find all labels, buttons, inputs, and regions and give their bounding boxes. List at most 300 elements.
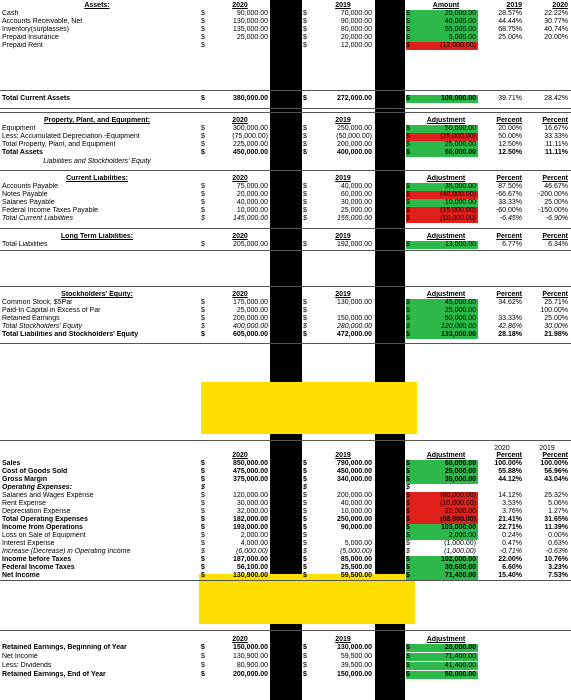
dollar-sign: $ xyxy=(303,524,307,531)
dollar-sign: $ xyxy=(406,125,414,133)
pct-2: 0.63% xyxy=(548,540,568,547)
pct-1: 44.12% xyxy=(498,476,522,483)
pct-2: 28.42% xyxy=(544,95,568,102)
dollar-sign: $ xyxy=(406,133,414,141)
value-adjustment: 35,000.00 xyxy=(414,476,478,484)
value-2019: 280,000.00 xyxy=(336,323,372,330)
row-label: Total Current Liabilities xyxy=(2,215,73,222)
table-row xyxy=(0,572,571,580)
pct-1: 22.71% xyxy=(498,524,522,531)
dollar-sign: $ xyxy=(406,215,414,223)
dollar-sign: $ xyxy=(201,149,205,156)
value-adjustment: 25,000.00 xyxy=(414,468,478,476)
header-percent-1: Percent xyxy=(496,452,522,459)
table-row xyxy=(0,149,571,157)
subheading: Liabilities and Stockholders' Equity xyxy=(43,158,151,165)
divider xyxy=(0,228,571,229)
dollar-sign: $ xyxy=(201,323,205,330)
value-2020 xyxy=(210,484,270,492)
value-adjustment: 10,000.00 xyxy=(414,199,478,207)
row-label: Accounts Payable xyxy=(2,183,59,190)
row-label: Total Stockholders' Equity xyxy=(2,323,83,330)
table-row xyxy=(0,476,571,484)
value-2020: 40,000.00 xyxy=(236,199,268,206)
pct-1: 20.00% xyxy=(498,125,522,132)
dollar-sign: $ xyxy=(201,18,205,25)
value-2020: 25,000.00 xyxy=(236,34,268,41)
header-percent-2: Percent xyxy=(542,452,568,459)
dollar-sign: $ xyxy=(406,564,414,572)
header-2019: 2019 xyxy=(335,636,351,643)
pct-2: -200.00% xyxy=(538,191,568,198)
dollar-sign: $ xyxy=(303,540,307,547)
header-2020: 2020 xyxy=(232,636,248,643)
dollar-sign: $ xyxy=(201,125,205,132)
dollar-sign: $ xyxy=(201,331,205,338)
divider xyxy=(0,286,571,287)
pct-2: 11.39% xyxy=(544,524,568,531)
value-2020: 32,000.00 xyxy=(236,508,268,515)
value-2019: 12,000.00 xyxy=(340,42,372,49)
header-year-2: 2019 xyxy=(539,445,555,452)
value-adjustment: 108,000.00 xyxy=(414,95,478,103)
dollar-sign: $ xyxy=(406,508,414,516)
divider xyxy=(0,170,571,171)
table-row xyxy=(0,331,571,339)
value-2020: 475,000.00 xyxy=(232,468,268,475)
value-2019: 790,000.00 xyxy=(336,460,372,467)
table-row xyxy=(0,133,571,141)
dollar-sign: $ xyxy=(201,199,205,206)
dollar-sign: $ xyxy=(201,644,205,651)
table-row xyxy=(0,241,571,249)
pct-1: 12.50% xyxy=(498,141,522,148)
value-2020: 130,900.00 xyxy=(232,653,268,660)
row-label: Net Income xyxy=(2,653,38,660)
value-2019 xyxy=(312,532,374,540)
value-adjustment: (25,000.00) xyxy=(414,133,478,141)
dollar-sign: $ xyxy=(406,315,414,323)
table-row xyxy=(0,500,571,508)
value-2020: 25,000.00 xyxy=(236,307,268,314)
value-adjustment: 50,000.00 xyxy=(414,671,478,679)
dollar-sign: $ xyxy=(201,662,205,669)
pct-2: 16.67% xyxy=(544,125,568,132)
table-row xyxy=(0,484,571,492)
header-percent-2: Percent xyxy=(542,117,568,124)
pct-1: 0.47% xyxy=(502,540,522,547)
yellow-block-2 xyxy=(199,574,415,624)
dollar-sign: $ xyxy=(201,460,205,467)
value-2020: 130,900.00 xyxy=(232,572,268,579)
value-2020: 182,000.00 xyxy=(232,516,268,523)
dollar-sign: $ xyxy=(406,476,414,484)
row-label: Common Stock, $5Par xyxy=(2,299,73,306)
dollar-sign: $ xyxy=(406,191,414,199)
row-label: Equipment xyxy=(2,125,36,132)
value-2020: 75,000.00 xyxy=(236,183,268,190)
dollar-sign: $ xyxy=(303,307,307,314)
header-year-1: 2020 xyxy=(494,445,510,452)
value-2020: 4,000.00 xyxy=(240,540,268,547)
value-2019: 5,000.00 xyxy=(344,540,372,547)
row-label: Net Income xyxy=(2,572,40,579)
value-2020: 135,000.00 xyxy=(232,26,268,33)
pct-2: 11.11% xyxy=(545,149,568,156)
row-label: Operating Expenses: xyxy=(2,484,73,491)
pct-2 xyxy=(526,484,568,492)
value-2019 xyxy=(312,484,374,492)
table-row xyxy=(0,34,571,42)
row-label: Income from Operations xyxy=(2,524,83,531)
dollar-sign: $ xyxy=(201,191,205,198)
row-label: Loss on Sale of Equipment xyxy=(2,532,86,539)
value-adjustment: 40,000.00 xyxy=(414,18,478,26)
dollar-sign: $ xyxy=(201,653,205,660)
dollar-sign: $ xyxy=(201,508,205,515)
header-percent-2: Percent xyxy=(542,233,568,240)
dollar-sign: $ xyxy=(303,500,307,507)
value-adjustment: 22,000.00 xyxy=(414,508,478,516)
pct-1 xyxy=(482,42,522,50)
dollar-sign: $ xyxy=(201,207,205,214)
header-adjustment: Adjustment xyxy=(426,117,466,124)
table-row xyxy=(0,42,571,50)
value-2019: 85,000.00 xyxy=(340,556,372,563)
value-2019: 200,000.00 xyxy=(336,492,372,499)
table-row xyxy=(0,307,571,315)
dollar-sign: $ xyxy=(406,516,414,524)
table-row xyxy=(0,18,571,26)
section-header-row xyxy=(0,452,571,460)
value-2020: 20,000.00 xyxy=(236,191,268,198)
value-2019: 39,500.00 xyxy=(340,662,372,669)
header-2020: 2020 xyxy=(232,452,248,459)
value-adjustment xyxy=(414,484,478,492)
table-row xyxy=(0,671,571,679)
pct-1: 22.00% xyxy=(498,556,522,563)
pct-1: 3.53% xyxy=(502,500,522,507)
dollar-sign: $ xyxy=(303,644,307,651)
row-label: Less: Dividends xyxy=(2,662,52,669)
divider xyxy=(0,440,571,441)
value-adjustment: 55,000.00 xyxy=(414,26,478,34)
pct-2: 43.04% xyxy=(544,476,568,483)
table-row xyxy=(0,460,571,468)
value-2019: 192,000.00 xyxy=(336,241,372,248)
table-row xyxy=(0,141,571,149)
value-2020: 150,000.00 xyxy=(232,644,268,651)
dollar-sign: $ xyxy=(406,548,410,555)
header-2020: 2020 xyxy=(232,175,248,182)
dollar-sign: $ xyxy=(303,564,307,571)
pct-2: 0.00% xyxy=(548,532,568,539)
table-row xyxy=(0,215,571,223)
header-2019: 2019 xyxy=(335,117,351,124)
table-row xyxy=(0,556,571,564)
dollar-sign: $ xyxy=(201,524,205,531)
value-2019: 272,000.00 xyxy=(336,95,372,102)
dollar-sign: $ xyxy=(201,468,205,475)
value-2020: 30,000.00 xyxy=(236,500,268,507)
value-adjustment: 25,000.00 xyxy=(414,141,478,149)
value-2020: 225,000.00 xyxy=(232,141,268,148)
dollar-sign: $ xyxy=(406,644,414,652)
pct-1: 28.18% xyxy=(498,331,522,338)
value-adjustment: (40,000.00) xyxy=(414,191,478,199)
pct-2 xyxy=(526,42,568,50)
value-2019: 10,000.00 xyxy=(340,508,372,515)
dollar-sign: $ xyxy=(303,18,307,25)
dollar-sign: $ xyxy=(406,307,414,315)
section-title: Current Liabilities: xyxy=(66,175,128,182)
pct-2: 30.00% xyxy=(544,323,568,330)
dollar-sign: $ xyxy=(201,476,205,483)
dollar-sign: $ xyxy=(303,548,307,555)
pct-1: 55.88% xyxy=(498,468,522,475)
row-label: Total Operating Expenses xyxy=(2,516,88,523)
dollar-sign: $ xyxy=(406,653,414,661)
row-label: Prepaid Insurance xyxy=(2,34,59,41)
value-2020: 2,000.00 xyxy=(240,532,268,539)
section-title xyxy=(2,452,192,460)
dollar-sign: $ xyxy=(303,315,307,322)
pct-1: 25.00% xyxy=(498,34,522,41)
section-header-row xyxy=(0,233,571,241)
pct-2: 25.00% xyxy=(544,199,568,206)
row-label: Income before Taxes xyxy=(2,556,72,563)
value-2019 xyxy=(312,307,374,315)
value-2020: 56,100.00 xyxy=(236,564,268,571)
header-2019: 2019 xyxy=(335,452,351,459)
pct-2: 56.96% xyxy=(544,468,568,475)
row-label: Total Assets xyxy=(2,149,43,156)
dollar-sign: $ xyxy=(303,149,307,156)
row-label: Cash xyxy=(2,10,19,17)
value-2019: 400,000.00 xyxy=(336,149,372,156)
dollar-sign: $ xyxy=(303,199,307,206)
section-title: Property, Plant, and Equipment: xyxy=(43,117,151,124)
table-row xyxy=(0,644,571,652)
pct-1: 44.44% xyxy=(498,18,522,25)
divider xyxy=(0,108,571,109)
dollar-sign: $ xyxy=(406,323,414,331)
header-pct-2019: 2019 xyxy=(506,2,522,9)
divider xyxy=(0,90,571,91)
value-2020: 375,000.00 xyxy=(232,476,268,483)
row-label: Retained Earnings, Beginning of Year xyxy=(2,644,127,651)
header-2019: 2019 xyxy=(335,291,351,298)
dollar-sign: $ xyxy=(303,492,307,499)
dollar-sign: $ xyxy=(201,532,205,539)
value-2020: 205,000.00 xyxy=(232,241,268,248)
dollar-sign: $ xyxy=(406,241,414,249)
pct-1: 87.50% xyxy=(498,183,522,190)
value-2019: 150,000.00 xyxy=(336,671,372,678)
dollar-sign: $ xyxy=(406,141,414,149)
pct-1: 34.62% xyxy=(498,299,522,306)
value-2020: (75,000.00) xyxy=(232,133,268,140)
dollar-sign: $ xyxy=(406,34,414,42)
dollar-sign: $ xyxy=(201,299,205,306)
pct-2: 100.00% xyxy=(540,307,568,314)
value-2019: 90,000.00 xyxy=(340,524,372,531)
value-2020: 200,000.00 xyxy=(232,671,268,678)
table-row xyxy=(0,468,571,476)
header-adjustment: Adjustment xyxy=(426,291,466,298)
pct-2: 21.98% xyxy=(544,331,568,338)
divider xyxy=(0,580,571,581)
value-2019: 40,000.00 xyxy=(340,183,372,190)
dollar-sign: $ xyxy=(406,299,414,307)
dollar-sign: $ xyxy=(303,556,307,563)
row-label: Less: Accumulated Depreciation -Equipment xyxy=(2,133,140,140)
value-adjustment: 120,000.00 xyxy=(414,323,478,331)
value-2020: 200,000.00 xyxy=(232,315,268,322)
table-row xyxy=(0,516,571,524)
dollar-sign: $ xyxy=(201,540,205,547)
pct-2: 100.00% xyxy=(540,460,568,467)
pct-2: 40.74% xyxy=(544,26,568,33)
pct-2: 11.11% xyxy=(545,141,568,148)
header-pct-2020: 2020 xyxy=(552,2,568,9)
divider xyxy=(0,112,571,113)
dollar-sign: $ xyxy=(303,191,307,198)
dollar-sign: $ xyxy=(201,492,205,499)
header-adjustment: Adjustment xyxy=(426,452,466,459)
value-adjustment: 50,000.00 xyxy=(414,315,478,323)
row-label: Federal Income Taxes Payable xyxy=(2,207,98,214)
value-2020: 175,000.00 xyxy=(232,299,268,306)
dollar-sign: $ xyxy=(303,468,307,475)
pct-1: 100.00% xyxy=(494,460,522,467)
dollar-sign: $ xyxy=(406,671,414,679)
value-2019: 25,000.00 xyxy=(340,207,372,214)
row-label: Federal Income Taxes xyxy=(2,564,75,571)
table-row xyxy=(0,10,571,18)
value-2020: 130,000.00 xyxy=(232,18,268,25)
section-title xyxy=(2,636,192,644)
dollar-sign: $ xyxy=(201,671,205,678)
value-adjustment: (80,000.00) xyxy=(414,492,478,500)
pct-2: 1.27% xyxy=(548,508,568,515)
value-adjustment: 25,000.00 xyxy=(414,307,478,315)
dollar-sign: $ xyxy=(303,460,307,467)
value-2019: (50,000.00) xyxy=(336,133,372,140)
pct-2: 25.00% xyxy=(544,315,568,322)
dollar-sign: $ xyxy=(201,564,205,571)
dollar-sign: $ xyxy=(406,484,410,491)
dollar-sign: $ xyxy=(303,671,307,678)
dollar-sign: $ xyxy=(201,26,205,33)
dollar-sign: $ xyxy=(303,207,307,214)
row-label: Interest Expense xyxy=(2,540,55,547)
value-adjustment: (68,000.00) xyxy=(414,516,478,524)
assets-header-label: Assets: xyxy=(84,2,110,9)
value-2019: 250,000.00 xyxy=(336,125,372,132)
value-2019: 250,000.00 xyxy=(336,516,372,523)
value-adjustment: 60,000.00 xyxy=(414,460,478,468)
pct-2: 20.00% xyxy=(544,34,568,41)
value-adjustment: 41,400.00 xyxy=(414,662,478,670)
value-2020: 187,000.00 xyxy=(232,556,268,563)
dollar-sign: $ xyxy=(406,532,414,540)
header-percent-1: Percent xyxy=(496,291,522,298)
divider xyxy=(0,250,571,251)
value-2019: 130,000.00 xyxy=(336,644,372,651)
dollar-sign: $ xyxy=(303,241,307,248)
value-adjustment: 103,000.00 xyxy=(414,524,478,532)
pct-1: 39.71% xyxy=(498,95,522,102)
header-adjustment: Adjustment xyxy=(426,636,466,643)
dollar-sign: $ xyxy=(201,556,205,563)
dollar-sign: $ xyxy=(406,572,414,580)
value-2019: 59,500.00 xyxy=(340,653,372,660)
pct-2: 46.67% xyxy=(544,183,568,190)
value-adjustment: 50,000.00 xyxy=(414,149,478,157)
value-2019: 200,000.00 xyxy=(336,141,372,148)
dollar-sign: $ xyxy=(201,307,205,314)
header-percent-1: Percent xyxy=(496,175,522,182)
value-2019: 340,000.00 xyxy=(336,476,372,483)
dollar-sign: $ xyxy=(406,18,414,26)
pct-2: -6.90% xyxy=(545,215,568,222)
pct-2: 33.33% xyxy=(544,133,568,140)
header-2020: 2020 xyxy=(232,291,248,298)
pct-1: 42.86% xyxy=(498,323,522,330)
dollar-sign: $ xyxy=(201,34,205,41)
table-row xyxy=(0,125,571,133)
dollar-sign: $ xyxy=(406,460,414,468)
table-row xyxy=(0,662,571,670)
pct-1 xyxy=(482,484,522,492)
pct-2: 31.65% xyxy=(544,516,568,523)
value-adjustment: 5,000.00 xyxy=(414,34,478,42)
dollar-sign: $ xyxy=(201,315,205,322)
dollar-sign: $ xyxy=(303,26,307,33)
pct-1: 14.12% xyxy=(498,492,522,499)
header-amount: Amount xyxy=(432,2,460,9)
pct-2: 7.53% xyxy=(548,572,568,579)
value-adjustment: 30,600.00 xyxy=(414,564,478,572)
pct-1: 6.60% xyxy=(502,564,522,571)
total-current-assets-row: Total Current Assets $ 380,000.00 $ 272,000.00 $ 108,000.00 39.71% 28.42% xyxy=(2,95,568,102)
value-2019: 30,000.00 xyxy=(340,199,372,206)
row-label: Gross Margin xyxy=(2,476,48,483)
pct-1: 33.33% xyxy=(498,199,522,206)
dollar-sign: $ xyxy=(303,331,307,338)
row-label: Cost of Goods Sold xyxy=(2,468,68,475)
pct-1: 3.76% xyxy=(502,508,522,515)
value-2019: 40,000.00 xyxy=(340,500,372,507)
row-label: Total Liabilities xyxy=(2,241,48,248)
value-2020: 400,000.00 xyxy=(232,323,268,330)
divider xyxy=(0,630,571,631)
value-adjustment: 20,000.00 xyxy=(414,644,478,652)
value-adjustment: 2,000.00 xyxy=(414,532,478,540)
row-label: Increase (Decrease) in Operating Income xyxy=(2,548,131,555)
value-adjustment: 20,000.00 xyxy=(414,10,478,18)
table-row xyxy=(0,26,571,34)
pct-2: 10.76% xyxy=(544,556,568,563)
row-label: Accounts Receivable, Net xyxy=(2,18,83,25)
value-adjustment: (10,000.00) xyxy=(414,500,478,508)
dollar-sign: $ xyxy=(406,468,414,476)
table-row xyxy=(0,299,571,307)
pct-2: -0.63% xyxy=(545,548,568,555)
dollar-sign: $ xyxy=(303,516,307,523)
value-adjustment: (12,000.00) xyxy=(414,42,478,50)
